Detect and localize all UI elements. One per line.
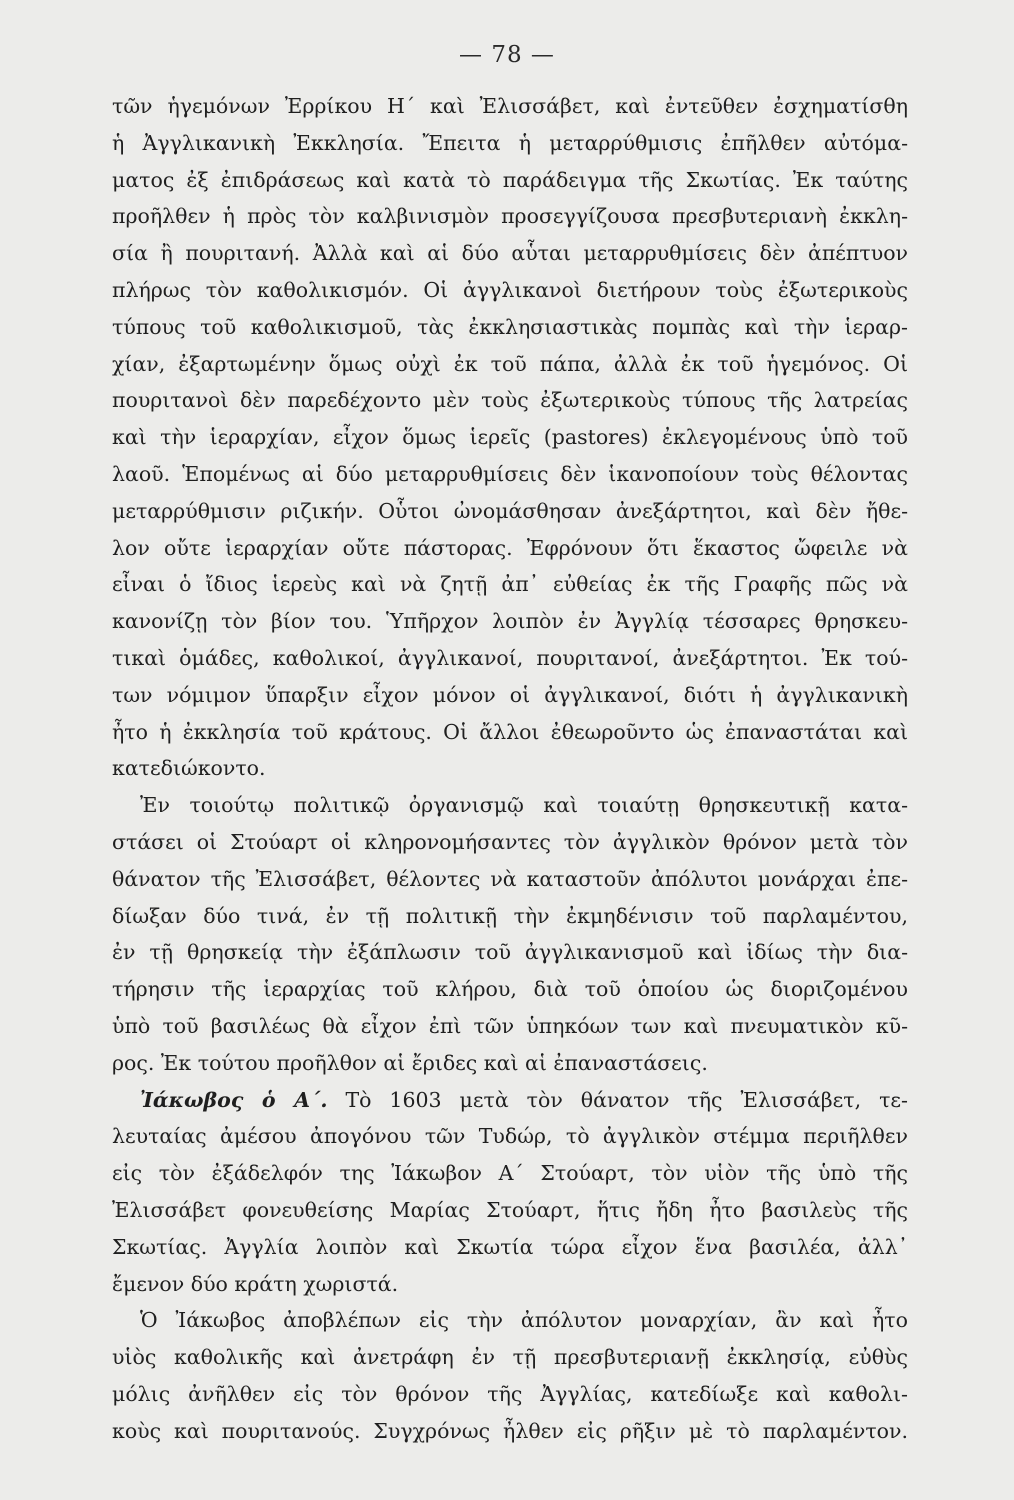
- text-line: υἱὸς καθολικῆς καὶ ἀνετράφη ἐν τῇ πρεσβυτεριανῇ ἐκκλησίᾳ, εὐθὺς: [112, 1345, 908, 1370]
- text-line: πλήρως τὸν καθολικισμόν. Οἱ ἀγγλικανοὶ διετήρουν τοὺς ἐξωτερικοὺς: [112, 277, 908, 302]
- section-heading-line: [112, 1082, 908, 1119]
- text-line: σία ἢ πουριτανή. Ἀλλὰ καὶ αἱ δύο αὗται μεταρρυθμίσεις δὲν ἀπέπτυον: [112, 241, 908, 266]
- text-line: Ἐν τοιούτῳ πολιτικῷ ὀργανισμῷ καὶ τοιαύτῃ θρησκευτικῇ κατα-: [140, 793, 908, 818]
- text-line: κοὺς καὶ πουριτανούς. Συγχρόνως ἦλθεν εἰς ρῆξιν μὲ τὸ παρλαμέντον.: [112, 1418, 908, 1443]
- text-line: λευταίας ἀμέσου ἀπογόνου τῶν Τυδώρ, τὸ ἀγγλικὸν στέμμα περιῆλθεν: [112, 1124, 908, 1149]
- text-line: ὑπὸ τοῦ βασιλέως θὰ εἶχον ἐπὶ τῶν ὑπηκόων των καὶ πνευματικὸν κῦ-: [112, 1013, 908, 1038]
- text-line: χίαν, ἐξαρτωμένην ὅμως οὐχὶ ἐκ τοῦ πάπα, ἀλλὰ ἐκ τοῦ ἡγεμόνος. Οἱ: [112, 351, 908, 376]
- text-line: μεταρρύθμισιν ριζικήν. Οὗτοι ὠνομάσθησαν ἀνεξάρτητοι, καὶ δὲν ἤθε-: [112, 498, 908, 523]
- text-line: ματος ἐξ ἐπιδράσεως καὶ κατὰ τὸ παράδειγμα τῆς Σκωτίας. Ἐκ ταύτης: [112, 167, 908, 192]
- text-line: ἡ Ἀγγλικανικὴ Ἐκκλησία. Ἔπειτα ἡ μεταρρύθμισις ἐπῆλθεν αὐτόμα-: [112, 130, 908, 155]
- text-line: προῆλθεν ἡ πρὸς τὸν καλβινισμὸν προσεγγίζουσα πρεσβυτεριανὴ ἐκκλη-: [112, 204, 908, 229]
- text-line: κατεδιώκοντο.: [112, 756, 266, 781]
- text-line: τύπους τοῦ καθολικισμοῦ, τὰς ἐκκλησιαστικὰς πομπὰς καὶ τὴν ἱεραρ-: [112, 314, 908, 339]
- text-line: ἔμενον δύο κράτη χωριστά.: [112, 1271, 399, 1296]
- page-number: — 78 —: [459, 42, 555, 68]
- text-line: πουριτανοὶ δὲν παρεδέχοντο μὲν τοὺς ἐξωτερικοὺς τύπους τῆς λατρείας: [112, 388, 908, 413]
- text-line: εἰς τὸν ἐξάδελφόν της Ἰάκωβον Α´ Στούαρτ, τὸν υἱὸν τῆς ὑπὸ τῆς: [112, 1161, 908, 1186]
- text-line: μόλις ἀνῆλθεν εἰς τὸν θρόνον τῆς Ἀγγλίας, κατεδίωξε καὶ καθολι-: [112, 1381, 908, 1406]
- text-line: ἐν τῇ θρησκείᾳ τὴν ἐξάπλωσιν τοῦ ἀγγλικανισμοῦ καὶ ἰδίως τὴν δια-: [112, 940, 908, 965]
- text-line: στάσει οἱ Στούαρτ οἱ κληρονομήσαντες τὸν ἀγγλικὸν θρόνον μετὰ τὸν: [112, 829, 908, 854]
- text-line: τήρησιν τῆς ἱεραρχίας τοῦ κλήρου, διὰ τοῦ ὁποίου ὡς διοριζομένου: [112, 977, 908, 1002]
- text-line: λον οὔτε ἱεραρχίαν οὔτε πάστορας. Ἐφρόνουν ὅτι ἕκαστος ὤφειλε νὰ: [112, 535, 908, 560]
- text-line: ρος. Ἐκ τούτου προῆλθον αἱ ἔριδες καὶ αἱ ἐπαναστάσεις.: [112, 1050, 708, 1075]
- text-line: θάνατον τῆς Ἐλισσάβετ, θέλοντες νὰ καταστοῦν ἀπόλυτοι μονάρχαι ἐπε-: [112, 866, 908, 891]
- body-text: [112, 88, 908, 1449]
- text-line: των νόμιμον ὕπαρξιν εἶχον μόνον οἱ ἀγγλικανοί, διότι ἡ ἀγγλικανικὴ: [112, 682, 908, 707]
- text-line: Ὁ Ἰάκωβος ἀποβλέπων εἰς τὴν ἀπόλυτον μοναρχίαν, ἂν καὶ ἦτο: [140, 1308, 908, 1333]
- text-line: λαοῦ. Ἑπομένως αἱ δύο μεταρρυθμίσεις δὲν ἱκανοποίουν τοὺς θέλοντας: [112, 461, 908, 486]
- text-line: Ἐλισσάβετ φονευθείσης Μαρίας Στούαρτ, ἥτις ἤδη ἦτο βασιλεὺς τῆς: [112, 1197, 908, 1222]
- text-line: Τὸ 1603 μετὰ τὸν θάνατον τῆς Ἐλισσάβετ, τε-: [345, 1087, 908, 1112]
- text-line: κανονίζῃ τὸν βίον του. Ὑπῆρχον λοιπὸν ἐν Ἀγγλίᾳ τέσσαρες θρησκευ-: [112, 609, 908, 634]
- text-line: εἶναι ὁ ἴδιος ἱερεὺς καὶ νὰ ζητῇ ἀπ᾽ εὐθείας ἐκ τῆς Γραφῆς πῶς νὰ: [112, 572, 908, 597]
- text-line: τῶν ἡγεμόνων Ἐρρίκου Η´ καὶ Ἐλισσάβετ, καὶ ἐντεῦθεν ἐσχηματίσθη: [112, 94, 908, 118]
- text-line: τικαὶ ὁμάδες, καθολικοί, ἀγγλικανοί, πουριτανοί, ἀνεξάρτητοι. Ἐκ τού-: [112, 645, 908, 670]
- text-line: καὶ τὴν ἱεραρχίαν, εἶχον ὅμως ἱερεῖς (pastores) ἐκλεγομένους ὑπὸ τοῦ: [112, 425, 908, 450]
- text-line: ἦτο ἡ ἐκκλησία τοῦ κράτους. Οἱ ἄλλοι ἐθεωροῦντο ὡς ἐπαναστάται καὶ: [112, 719, 908, 744]
- text-line: Σκωτίας. Ἀγγλία λοιπὸν καὶ Σκωτία τώρα εἶχον ἕνα βασιλέα, ἀλλ᾽: [112, 1234, 908, 1259]
- section-heading: Ἰάκωβος ὁ Α´.: [140, 1087, 328, 1112]
- text-line: δίωξαν δύο τινά, ἐν τῇ πολιτικῇ τὴν ἐκμηδένισιν τοῦ παρλαμέντου,: [112, 903, 908, 928]
